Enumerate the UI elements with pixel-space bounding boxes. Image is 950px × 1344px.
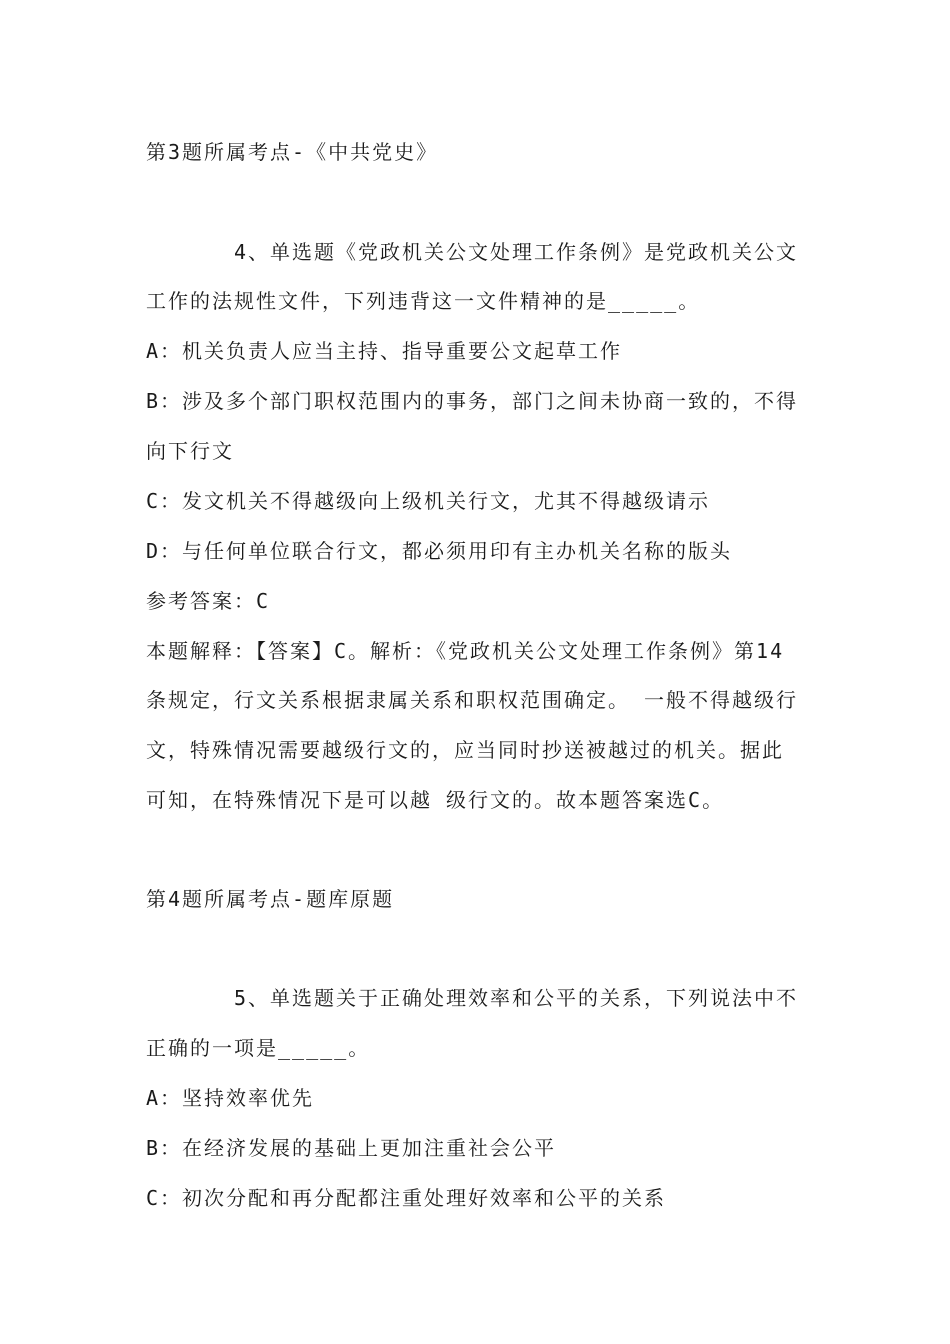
q4-explanation-line-4: 可知，在特殊情况下是可以越 级行文的。故本题答案选C。 xyxy=(146,788,725,812)
q5-stem-line-1: 5、单选题关于正确处理效率和公平的关系，下列说法中不 xyxy=(234,986,799,1010)
q4-stem-line-1: 4、单选题《党政机关公文处理工作条例》是党政机关公文 xyxy=(234,240,799,264)
q4-option-b-line-2: 向下行文 xyxy=(146,439,234,463)
q4-topic-line: 第4题所属考点-题库原题 xyxy=(146,887,395,911)
q4-explanation-line-2: 条规定，行文关系根据隶属关系和职权范围确定。 一般不得越级行 xyxy=(146,688,799,712)
q4-answer: 参考答案：C xyxy=(146,589,271,613)
q3-topic-line: 第3题所属考点-《中共党史》 xyxy=(146,140,439,164)
q5-option-a: A：坚持效率优先 xyxy=(146,1086,315,1110)
q5-option-b: B：在经济发展的基础上更加注重社会公平 xyxy=(146,1136,557,1160)
q5-option-c: C：初次分配和再分配都注重处理好效率和公平的关系 xyxy=(146,1186,667,1210)
q4-explanation-line-1: 本题解释：【答案】C。解析：《党政机关公文处理工作条例》第14 xyxy=(146,639,785,663)
q4-option-a: A：机关负责人应当主持、指导重要公文起草工作 xyxy=(146,339,623,363)
q4-explanation-line-3: 文，特殊情况需要越级行文的，应当同时抄送被越过的机关。据此 xyxy=(146,738,784,762)
q4-option-c: C：发文机关不得越级向上级机关行文，尤其不得越级请示 xyxy=(146,489,711,513)
q4-option-b-line-1: B：涉及多个部门职权范围内的事务，部门之间未协商一致的，不得 xyxy=(146,389,799,413)
q4-option-d: D：与任何单位联合行文，都必须用印有主办机关名称的版头 xyxy=(146,539,733,563)
q4-stem-line-2: 工作的法规性文件，下列违背这一文件精神的是_____。 xyxy=(146,289,701,313)
q5-stem-line-2: 正确的一项是_____。 xyxy=(146,1036,371,1060)
